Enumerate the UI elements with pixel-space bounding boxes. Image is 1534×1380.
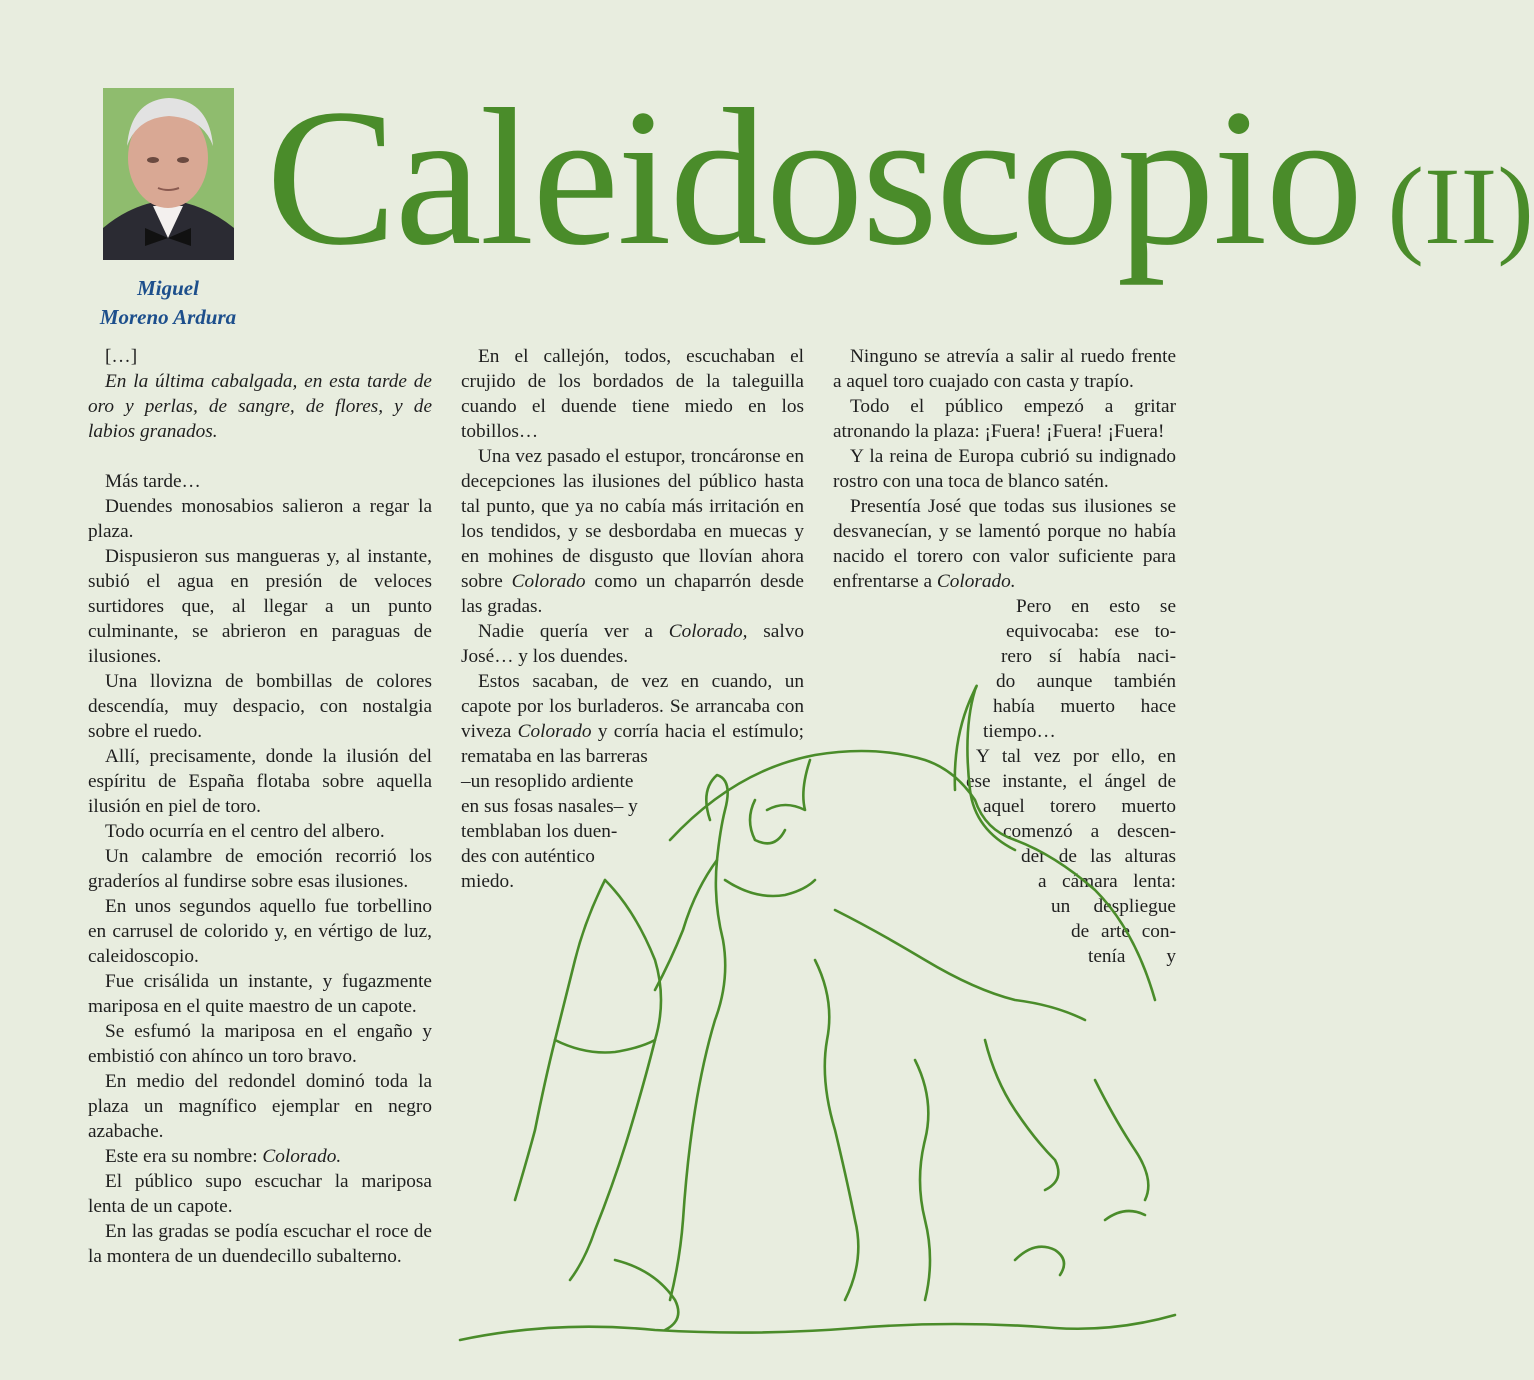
paragraph — [833, 494, 1176, 594]
paragraph: En unos segundos aquello fue torbellino en carrusel de colorido y, en vértigo de luz, caleidoscopio. — [88, 896, 432, 967]
text-run-italic: Colorado, — [668, 621, 748, 642]
author-name — [78, 274, 258, 332]
paragraph: Y la reina de Europa cubrió su indignado rostro con una toca de blanco satén. — [833, 446, 1176, 492]
paragraph: Una llovizna de bombillas de colores descendía, muy despacio, con nostalgia sobre el ruedo. — [88, 671, 432, 742]
text-run-italic: Colorado — [517, 721, 592, 742]
text-line: tenía y — [1088, 946, 1176, 967]
paragraph: Duendes monosabios salieron a regar la plaza. — [88, 496, 432, 542]
page-title — [266, 69, 1534, 286]
author-first-name: Miguel — [137, 276, 199, 300]
text-line: había muerto hace — [993, 696, 1176, 717]
text-line: Y tal vez por ello, en — [976, 746, 1176, 767]
paragraph: Un calambre de emoción recorrió los graderíos al fundirse sobre esas ilusiones. — [88, 846, 432, 892]
paragraph: Dispusieron sus mangueras y, al instante, subió el agua en presión de veloces surtidores que, al llegar a un punto culminante, se abrieron en paraguas de ilusiones. — [88, 546, 432, 667]
paragraph: Se esfumó la mariposa en el engaño y embistió con ahínco un toro bravo. — [88, 1021, 432, 1067]
text-line: –un resoplido ardiente — [461, 771, 634, 792]
text-line: a cámara lenta: — [1038, 871, 1176, 892]
text-line: des con auténtico — [461, 846, 595, 867]
text-run: Nadie quería ver a — [478, 621, 669, 642]
text-run: y corría hacia el estímulo; remataba en las barreras — [461, 721, 804, 767]
text-run-italic: Colorado. — [262, 1146, 342, 1167]
paragraph: Fue crisálida un instante, y fugazmente mariposa en el quite maestro de un capote. — [88, 971, 432, 1017]
text-run-italic: Colorado. — [936, 571, 1016, 592]
text-line: der de las alturas — [1021, 846, 1176, 867]
author-portrait-icon — [103, 88, 234, 260]
text-line: temblaban los duen- — [461, 821, 618, 842]
paragraph: Ninguno se atrevía a salir al ruedo frente a aquel toro cuajado con casta y trapío. — [833, 346, 1176, 392]
paragraph: El público supo escuchar la mariposa lenta de un capote. — [88, 1171, 432, 1217]
paragraph: Allí, precisamente, donde la ilusión del espíritu de España flotaba sobre aquella ilusión en piel de toro. — [88, 746, 432, 817]
paragraph-italic: En la última cabalgada, en esta tarde de oro y perlas, de sangre, de flores, y de labios granados. — [88, 371, 432, 442]
title-main: Caleidoscopio — [266, 69, 1362, 286]
paragraph — [461, 444, 804, 619]
text-line: do aunque también — [996, 671, 1176, 692]
paragraph: En medio del redondel dominó toda la plaza un magnífico ejemplar en negro azabache. — [88, 1071, 432, 1142]
paragraph: Más tarde… — [105, 471, 201, 492]
text-line: comenzó a descen- — [1003, 821, 1176, 842]
text-column-1 — [88, 344, 432, 1269]
paragraph: En el callejón, todos, escuchaban el crujido de los bordados de la taleguilla cuando el duende tiene miedo en los tobillos… — [461, 346, 804, 442]
text-run: salvo José… y los duendes. — [461, 621, 804, 667]
author-photo — [103, 88, 234, 260]
text-run: Una vez pasado el estupor, troncáronse en decepciones las ilusiones del público hasta tal punto, que ya no cabía más irritación en los tendidos, y se desbordaba en muecas y en mohines de disgusto que llovían ahora sobre — [461, 446, 804, 592]
text-run: Estos sacaban, de vez en cuando, un capote por los burladeros. Se arrancaba con viveza — [461, 671, 804, 742]
paragraph: En las gradas se podía escuchar el roce de la montera de un duendecillo subalterno. — [88, 1221, 432, 1267]
paragraph: Todo ocurría en el centro del albero. — [105, 821, 385, 842]
text-line: ese instante, el ángel de — [966, 771, 1176, 792]
text-line: miedo. — [461, 871, 515, 892]
text-line: un despliegue — [1051, 896, 1176, 917]
text-line: en sus fosas nasales– y — [461, 796, 638, 817]
text-line: aquel torero muerto — [983, 796, 1176, 817]
title-numeral: (II) — [1387, 145, 1534, 267]
text-run: Presentía José que todas sus ilusiones se desvanecían, y se lamentó porque no había nacido el torero con valor suficiente para enfrentarse a — [833, 496, 1176, 592]
paragraph: […] — [105, 346, 138, 367]
text-line: tiempo… — [983, 721, 1056, 742]
paragraph — [88, 1144, 432, 1169]
paragraph: Todo el público empezó a gritar atronando la plaza: ¡Fuera! ¡Fuera! ¡Fuera! — [833, 396, 1176, 442]
author-last-name: Moreno Ardura — [99, 305, 237, 329]
text-line: de arte con- — [1071, 921, 1176, 942]
text-run: Este era su nombre: — [105, 1146, 263, 1167]
text-run: como un chaparrón desde las gradas. — [461, 571, 804, 617]
text-line: Pero en esto se — [1016, 596, 1176, 617]
text-run-italic: Colorado — [511, 571, 586, 592]
text-line: equivocaba: ese to- — [1006, 621, 1176, 642]
text-line: rero sí había naci- — [1001, 646, 1176, 667]
bullfighter-and-bull-drawing-icon — [455, 660, 1185, 1350]
